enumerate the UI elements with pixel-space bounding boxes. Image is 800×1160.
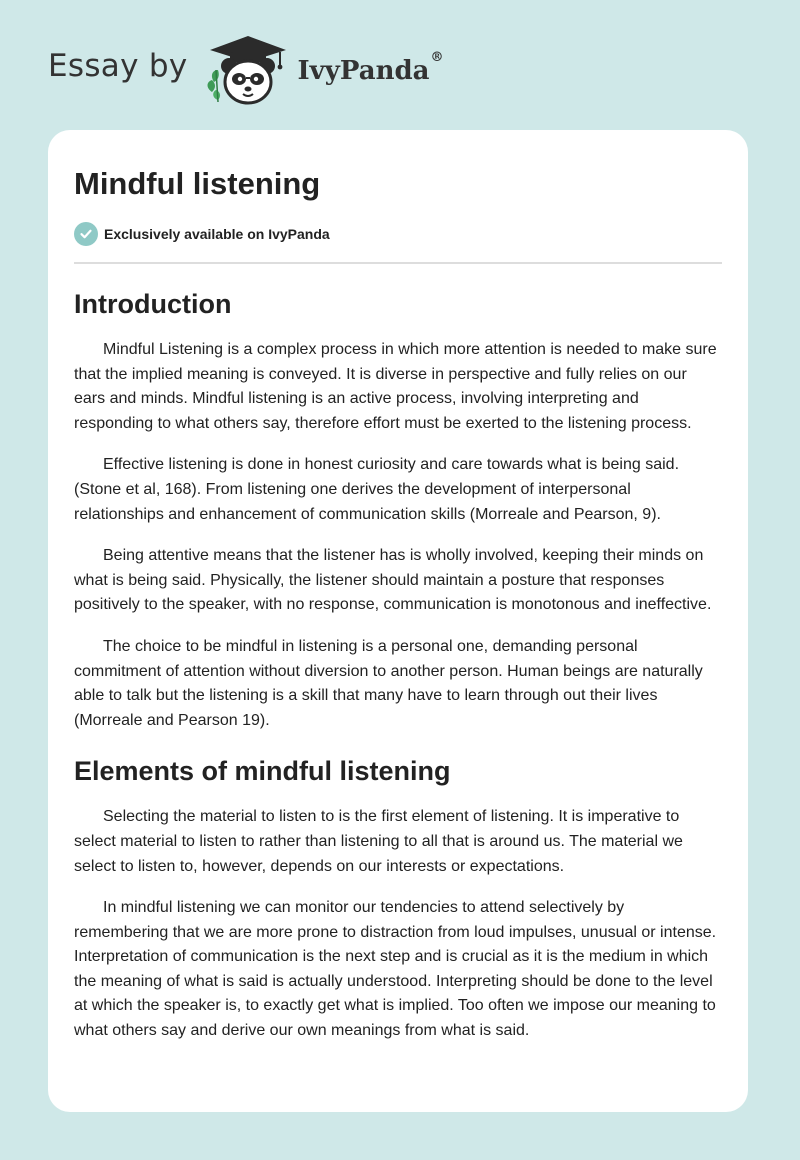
paragraph: Effective listening is done in honest curiosity and care towards what is being said. (Stone et al, 168). From listening one derives the development of interpersonal relationships and enhancement of communication skills (Morreale and Pearson, 9). [74, 456, 680, 523]
paragraph: Selecting the material to listen to is the first element of listening. It is imperative to select material to listen to rather than listening to all that is around us. The material we select to listen to, however, depends on our interests or expectations. [74, 808, 683, 875]
exclusive-badge-text: Exclusively available on IvyPanda [104, 226, 330, 242]
paragraph: The choice to be mindful in listening is a personal one, demanding personal commitment of attention without diversion to another person. Human beings are naturally able to talk but the listening is a skill that many have to learn through out their lives (Morreale and Pearson 19). [74, 637, 703, 729]
section-body [74, 805, 722, 1043]
divider [74, 262, 722, 264]
essay-card [48, 130, 748, 1112]
section-heading: Elements of mindful listening [74, 756, 451, 787]
brand-prefix: Essay by [48, 48, 188, 84]
registered-mark: ® [430, 50, 444, 65]
paragraph: In mindful listening we can monitor our tendencies to attend selectively by remembering that we are more prone to distraction from loud impulses, unusual or intense. Interpretation of communication is the next step and is crucial as it is the medium in which the meaning of what is said is actually understood. Interpreting should be done to the level at which the speaker is, to exactly get what is implied. Too often we impose our meaning to what others say and derive our own meanings from what is said. [74, 899, 717, 1040]
section-introduction [74, 286, 722, 733]
essay-title: Mindful listening [74, 166, 321, 201]
brand-header [48, 30, 444, 110]
paragraph: Mindful Listening is a complex process in which more attention is needed to make sure that the implied meaning is conveyed. It is diverse in perspective and fully relies on our ears and minds. Mindful listening is an active process, involving interpreting and responding to what others say, therefore effort must be exerted to the listening process. [74, 341, 717, 432]
check-circle-icon [74, 222, 98, 246]
panda-logo-icon[interactable] [200, 30, 296, 110]
exclusive-badge [74, 222, 722, 246]
section-elements-of-mindful-listening [74, 753, 722, 1043]
section-body [74, 338, 722, 733]
brand-name: IvyPanda® [297, 50, 444, 86]
section-heading: Introduction [74, 289, 232, 319]
paragraph: Being attentive means that the listener has is wholly involved, keeping their minds on what is being said. Physically, the listener should maintain a posture that responses positively to the speaker, with no response, communication is monotonous and ineffective. [74, 547, 712, 614]
